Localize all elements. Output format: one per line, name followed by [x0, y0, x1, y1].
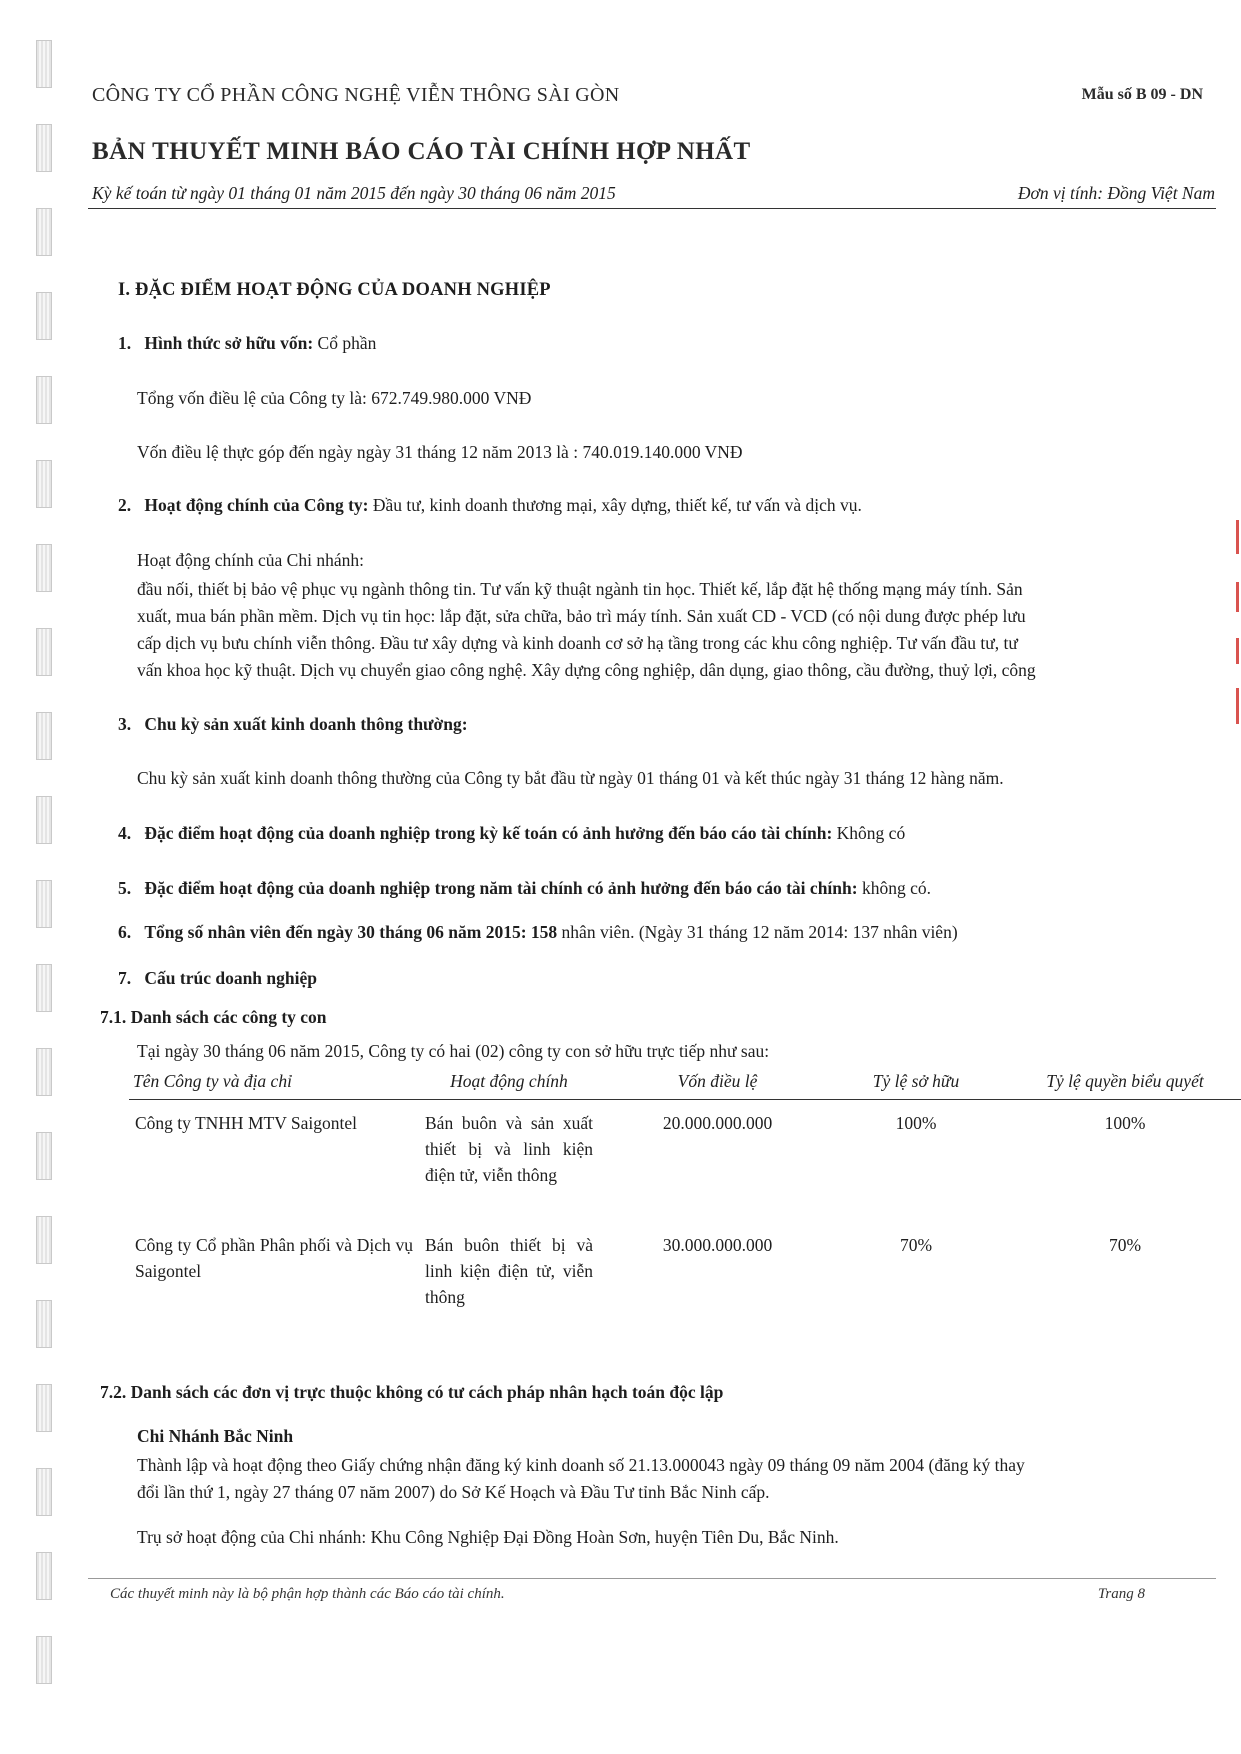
branch-activity-line: đầu nối, thiết bị bảo vệ phục vụ ngành thông tin. Tư vấn kỹ thuật ngành tin học. Thiết kế, lắp đặt hệ thống mạng máy tính. Sản	[137, 579, 1023, 599]
item-5	[118, 875, 931, 902]
item-2	[118, 492, 862, 519]
binding-hole	[36, 1384, 52, 1432]
item-label: Cấu trúc doanh nghiệp	[144, 968, 317, 988]
item-label: Hoạt động chính của Công ty:	[144, 495, 369, 515]
binding-hole	[36, 712, 52, 760]
capital-cell: 20.000.000.000	[662, 1113, 773, 1133]
item-number: 2.	[118, 495, 132, 515]
voting-cell: 100%	[1104, 1113, 1146, 1133]
header-rule	[88, 208, 1216, 209]
branch-activity-line: xuất, mua bán phần mềm. Dịch vụ tin học: lắp đặt, sửa chữa, bảo trì máy tính. Sản xuất CD - VCD (có nội dung được phép lưu	[137, 606, 1026, 626]
binding-hole	[36, 1300, 52, 1348]
table-row	[129, 1188, 1241, 1310]
item-number: 6.	[118, 922, 132, 942]
voting-cell: 70%	[1108, 1235, 1142, 1255]
ownership-cell: 70%	[899, 1235, 933, 1255]
item-number: 4.	[118, 823, 132, 843]
item-number: 7.	[118, 968, 132, 988]
item-value: không có.	[861, 878, 931, 898]
edge-mark	[1236, 688, 1239, 724]
footer-note: Các thuyết minh này là bộ phận hợp thành các Báo cáo tài chính.	[110, 1586, 505, 1602]
form-number: Mẫu số B 09 - DN	[1081, 86, 1203, 103]
activity-cell: Bán buôn và sản xuất thiết bị và linh kiện điện tử, viễn thông	[425, 1113, 593, 1185]
item-number: 1.	[118, 333, 132, 353]
company-name: CÔNG TY CỔ PHẦN CÔNG NGHỆ VIỄN THÔNG SÀI GÒN	[92, 84, 620, 106]
branch-activity-line: vấn khoa học kỹ thuật. Dịch vụ chuyển giao công nghệ. Xây dựng công nghiệp, dân dụng, giao thông, cầu đường, thuỷ lợi, công	[137, 660, 1036, 680]
company-name-cell: Công ty TNHH MTV Saigontel	[135, 1113, 357, 1133]
item-label: Danh sách các đơn vị trực thuộc không có tư cách pháp nhân hạch toán độc lập	[130, 1382, 724, 1402]
page-edge-marks	[1236, 520, 1240, 740]
branch-address: Trụ sở hoạt động của Chi nhánh: Khu Công Nghiệp Đại Đồng Hoàn Sơn, huyện Tiên Du, Bắc Ninh.	[137, 1527, 839, 1547]
item-1	[118, 330, 376, 357]
item-value: Không có	[836, 823, 906, 843]
currency-unit: Đơn vị tính: Đồng Việt Nam	[1017, 183, 1215, 203]
item-7-2	[100, 1379, 723, 1406]
binding-hole	[36, 1468, 52, 1516]
column-header: Tên Công ty và địa chỉ	[129, 1070, 419, 1100]
binding-hole	[36, 796, 52, 844]
branch-registration-line: Thành lập và hoạt động theo Giấy chứng nhận đăng ký kinh doanh số 21.13.000043 ngày 09 tháng 09 năm 2004 (đăng ký thay	[137, 1455, 1025, 1475]
item-number: 5.	[118, 878, 132, 898]
branch-activity-label: Hoạt động chính của Chi nhánh:	[137, 550, 364, 570]
ownership-cell: 100%	[895, 1113, 937, 1133]
item-number: 7.1.	[100, 1007, 127, 1027]
branch-name: Chi Nhánh Bắc Ninh	[137, 1426, 294, 1446]
item-value: Đầu tư, kinh doanh thương mại, xây dựng, thiết kế, tư vấn và dịch vụ.	[372, 495, 862, 515]
item-3	[118, 711, 468, 738]
binding-hole	[36, 124, 52, 172]
binding-hole	[36, 1216, 52, 1264]
binding-hole	[36, 1636, 52, 1684]
binding-holes	[36, 36, 56, 1726]
binding-hole	[36, 376, 52, 424]
item-value: Cổ phần	[317, 333, 377, 353]
edge-mark	[1236, 638, 1239, 664]
item-label: Đặc điểm hoạt động của doanh nghiệp trong kỳ kế toán có ảnh hưởng đến báo cáo tài chính:	[144, 823, 833, 843]
column-header: Hoạt động chính	[419, 1070, 599, 1100]
binding-hole	[36, 628, 52, 676]
column-header: Vốn điều lệ	[599, 1070, 836, 1100]
subsidiaries-table	[129, 1070, 1241, 1310]
binding-hole	[36, 208, 52, 256]
binding-hole	[36, 544, 52, 592]
item-label: Danh sách các công ty con	[130, 1007, 327, 1027]
item-7	[118, 965, 317, 992]
table-row	[129, 1100, 1241, 1189]
item-label: Đặc điểm hoạt động của doanh nghiệp trong năm tài chính có ảnh hưởng đến báo cáo tài chính:	[144, 878, 858, 898]
paid-capital: Vốn điều lệ thực góp đến ngày ngày 31 tháng 12 năm 2013 là : 740.019.140.000 VNĐ	[137, 442, 743, 462]
column-header: Tỷ lệ sở hữu	[836, 1070, 996, 1100]
item-number: 3.	[118, 714, 132, 734]
item-7-1	[100, 1004, 327, 1031]
binding-hole	[36, 292, 52, 340]
item-label: Tổng số nhân viên đến ngày 30 tháng 06 năm 2015: 158	[144, 922, 558, 942]
item-label: Hình thức sở hữu vốn:	[144, 333, 314, 353]
binding-hole	[36, 1048, 52, 1096]
item-value: nhân viên. (Ngày 31 tháng 12 năm 2014: 137 nhân viên)	[561, 922, 958, 942]
item-number: 7.2.	[100, 1382, 127, 1402]
column-header: Tỷ lệ quyền biểu quyết	[996, 1070, 1241, 1100]
company-name-cell: Công ty Cổ phần Phân phối và Dịch vụ Saigontel	[135, 1235, 413, 1281]
capital-cell: 30.000.000.000	[662, 1235, 773, 1255]
charter-capital: Tổng vốn điều lệ của Công ty là: 672.749.980.000 VNĐ	[137, 388, 532, 408]
reporting-period: Kỳ kế toán từ ngày 01 tháng 01 năm 2015 đến ngày 30 tháng 06 năm 2015	[92, 183, 616, 203]
item-3-text: Chu kỳ sản xuất kinh doanh thông thường của Công ty bắt đầu từ ngày 01 tháng 01 và kết thúc ngày 31 tháng 12 hàng năm.	[137, 768, 1004, 788]
item-label: Chu kỳ sản xuất kinh doanh thông thường:	[144, 714, 468, 734]
item-6	[118, 919, 958, 946]
branch-activity-line: cấp dịch vụ bưu chính viễn thông. Đầu tư xây dựng và kinh doanh cơ sở hạ tầng trong các khu công nghiệp. Tư vấn đầu tư, tư	[137, 633, 1018, 653]
binding-hole	[36, 460, 52, 508]
branch-registration-line: đổi lần thứ 1, ngày 27 tháng 07 năm 2007) do Sở Kế Hoạch và Đầu Tư tỉnh Bắc Ninh cấp.	[137, 1482, 770, 1502]
binding-hole	[36, 1132, 52, 1180]
edge-mark	[1236, 520, 1239, 554]
section-heading: I. ĐẶC ĐIỂM HOẠT ĐỘNG CỦA DOANH NGHIỆP	[118, 280, 551, 300]
binding-hole	[36, 1552, 52, 1600]
activity-cell: Bán buôn thiết bị và linh kiện điện tử, viễn thông	[425, 1235, 593, 1307]
item-4	[118, 820, 905, 847]
document-title: BẢN THUYẾT MINH BÁO CÁO TÀI CHÍNH HỢP NHẤT	[92, 138, 751, 165]
footer-rule	[88, 1578, 1216, 1579]
page-number: Trang 8	[1097, 1586, 1145, 1602]
binding-hole	[36, 964, 52, 1012]
binding-hole	[36, 40, 52, 88]
edge-mark	[1236, 582, 1239, 612]
table-header-row	[129, 1070, 1241, 1100]
binding-hole	[36, 880, 52, 928]
subsidiaries-intro: Tại ngày 30 tháng 06 năm 2015, Công ty có hai (02) công ty con sở hữu trực tiếp như sau:	[137, 1041, 770, 1061]
